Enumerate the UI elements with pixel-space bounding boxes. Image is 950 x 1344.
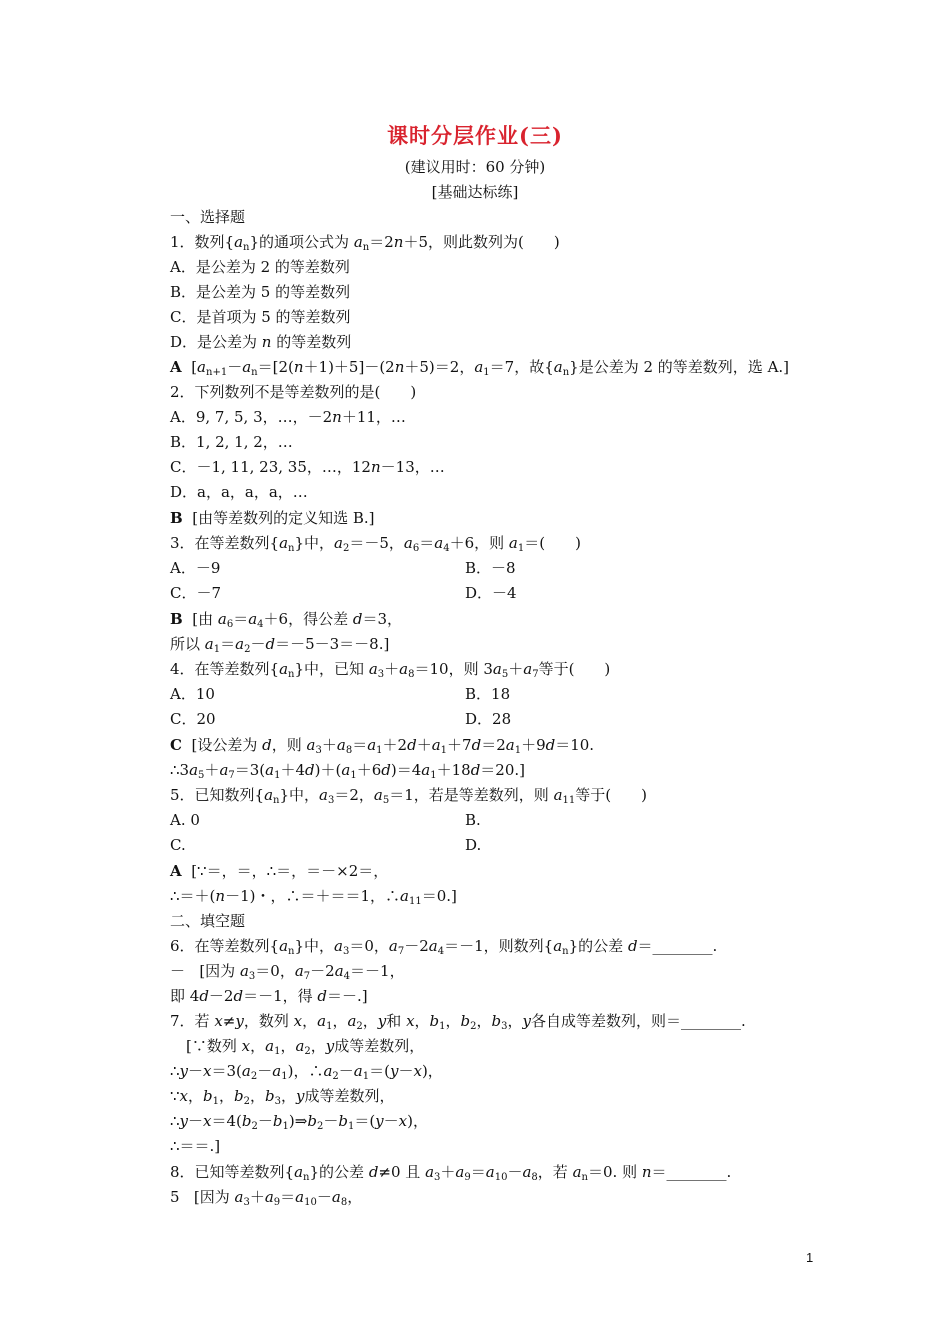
q6-stem: 6．在等差数列$\{a_n\}$中，$a_3=0$，$a_7-2a_4=-1$，则数列$\{a_n\}$的公差 d＝________. xyxy=(170,937,718,957)
q6-solution-line1: － [因为 $a_3=0$，$a_7-2a_4=-1$， xyxy=(170,962,405,982)
q6-answer: － xyxy=(170,962,186,980)
q2-solution: B [由等差数列的定义知选 B.] xyxy=(170,509,375,527)
q2-option-a: A．9, 7, 5, 3，…，－2n＋11，… xyxy=(170,408,406,426)
q1-option-b: B．是公差为 5 的等差数列 xyxy=(170,283,351,301)
q5-option-b: B. xyxy=(465,811,481,829)
q1-stem: 1．数列$\{a_n\}$的通项公式为 $a_n=2n+5$，则此数列为( ) xyxy=(170,233,560,253)
page-number: 1 xyxy=(806,1250,814,1265)
q5-solution-line2: ∴＝＋(n－1)・，∴＝＋＝＝1，$\therefore a_{11}=0$.] xyxy=(170,887,457,907)
q3-solution-line2: 所以 $a_1=a_2-d=-5-3=-8$.] xyxy=(170,635,390,655)
q7-solution-line4: $\therefore y-x=4(b_2-b_1)\Rightarrow b_2-b_1=(y-x)$， xyxy=(170,1112,428,1132)
q5-stem: 5．已知数列$\{a_n\}$中，$a_3=2$，$a_5=1$，若是等差数列，则 $a_{11}$等于( ) xyxy=(170,786,647,806)
q5-option-a: A. 0 xyxy=(170,811,200,829)
time-note: (建议用时：60 分钟) xyxy=(404,158,546,176)
q5-solution-line1: A [∵＝，＝，∴＝，＝－×2＝， xyxy=(170,862,389,880)
q3-option-a: A．－9 xyxy=(170,559,221,577)
q5-option-d: D. xyxy=(465,836,482,854)
q8-stem: 8．已知等差数列$\{a_n\}$的公差 d≠0 且 $a_3+a_9=a_{10}-a_8$，若 $a_n=0$. 则 n＝________. xyxy=(170,1163,732,1183)
q2-stem: 2．下列数列不是等差数列的是( ) xyxy=(170,383,417,401)
q5-answer: A xyxy=(170,862,182,880)
section-choice: 一、选择题 xyxy=(170,208,246,226)
q8-solution: 5 [因为 $a_3+a_9=a_{10}-a_8$， xyxy=(170,1188,363,1208)
q7-solution-line5: ∴＝＝.] xyxy=(170,1137,221,1155)
q6-solution-line2: 即 4d－2d＝－1，得 d＝－.] xyxy=(170,987,368,1005)
q1-option-a: A．是公差为 2 的等差数列 xyxy=(170,258,350,276)
q7-solution-line1: [∵数列 x，$a_1$，$a_2$，y成等差数列， xyxy=(186,1037,425,1057)
q4-option-a: A．10 xyxy=(170,685,215,703)
q3-option-b: B．－8 xyxy=(465,559,516,577)
q5-option-c: C. xyxy=(170,836,186,854)
q4-option-d: D．28 xyxy=(465,710,512,728)
q3-option-c: C．－7 xyxy=(170,584,222,602)
q4-option-b: B．18 xyxy=(465,685,511,703)
q1-solution: A [$a_{n+1}-a_n=[2(n+1)+5]-(2n+5)=2$，$a_1=7$，故$\{a_n\}$是公差为 2 的等差数列，选 A.] xyxy=(170,358,790,378)
section-fill: 二、填空题 xyxy=(170,912,246,930)
q4-solution-line2: $\therefore 3a_5+a_7=3(a_1+4d)+(a_1+6d)=4a_1+18d=20$.] xyxy=(170,761,526,781)
q7-solution-line2: $\therefore y-x=3(a_2-a_1)$，$\therefore a_2-a_1=(y-x)$， xyxy=(170,1062,443,1082)
q2-option-d: D．a，a，a，a，… xyxy=(170,483,308,501)
q3-answer: B xyxy=(170,610,183,628)
q1-answer: A xyxy=(170,358,182,376)
q4-solution-line1: C [设公差为 d，则 $a_3+a_8=a_1+2d+a_1+7d=2a_1+9d=10$. xyxy=(170,736,595,756)
q4-answer: C xyxy=(170,736,182,754)
q7-stem: 7．若 x≠y，数列 x，$a_1$，$a_2$，y和 x，$b_1$，$b_2$，$b_3$，y各自成等差数列，则＝________. xyxy=(170,1012,746,1032)
q3-solution-line1: B [由 $a_6=a_4+6$，得公差 d＝3， xyxy=(170,610,402,630)
q4-option-c: C．20 xyxy=(170,710,216,728)
q1-option-d: D．是公差为 n 的等差数列 xyxy=(170,333,352,351)
page-title: 课时分层作业(三) xyxy=(387,123,563,148)
q2-answer: B xyxy=(170,509,183,527)
q3-stem: 3．在等差数列$\{a_n\}$中，$a_2=-5$，$a_6=a_4+6$，则 $a_1=$( ) xyxy=(170,534,581,554)
q3-option-d: D．－4 xyxy=(465,584,517,602)
q4-stem: 4．在等差数列$\{a_n\}$中，已知 $a_3+a_8=10$，则 $3a_5+a_7$等于( ) xyxy=(170,660,611,680)
q8-answer: 5 xyxy=(170,1188,180,1206)
q1-option-c: C．是首项为 5 的等差数列 xyxy=(170,308,351,326)
level-label: [基础达标练] xyxy=(431,183,519,201)
q2-option-c: C．－1, 11, 23, 35，…，12n－13，… xyxy=(170,458,445,476)
q2-option-b: B．1, 2, 1, 2，… xyxy=(170,433,293,451)
q7-solution-line3: ∵x，$b_1$，$b_2$，$b_3$，y成等差数列， xyxy=(170,1087,395,1107)
